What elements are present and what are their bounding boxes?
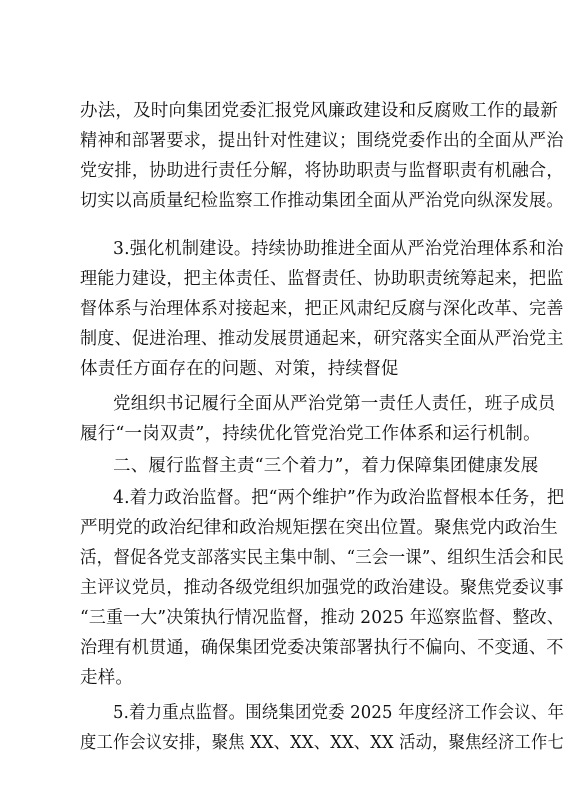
text-line: 切实以高质量纪检监察工作推动集团全面从严治党向纵深发展。 (80, 191, 564, 211)
text-line: 严明党的政治纪律和政治规矩摆在突出位置。聚焦党内政治生 (80, 518, 558, 538)
text-line: 3.强化机制建设。持续协助推进全面从严治党治理体系和治 (113, 239, 564, 259)
text-line: 主评议党员，推动各级党组织加强党的政治建设。聚焦党委议事 (80, 578, 564, 598)
text-line: 党安排，协助进行责任分解，将协助职责与监督职责有机融合， (80, 161, 564, 181)
text-line: 度工作会议安排，聚焦 XX、XX、XX、XX 活动，聚焦经济工作七 (80, 733, 564, 753)
text-line: 制度、促进治理、推动发展贯通起来，研究落实全面从严治党主 (80, 329, 564, 349)
text-line: 理能力建设，把主体责任、监督责任、协助职责统筹起来，把监 (80, 269, 564, 289)
text-line: 体责任方面存在的问题、对策，持续督促 (80, 359, 399, 379)
text-line: 党组织书记履行全面从严治党第一责任人责任，班子成员 (113, 394, 556, 414)
text-line: 4.着力政治监督。把“两个维护”作为政治监督根本任务，把 (113, 488, 565, 508)
text-line: 走样。 (80, 668, 134, 688)
text-line: 精神和部署要求，提出针对性建议；围绕党委作出的全面从严治 (80, 131, 564, 151)
text-line: 督体系与治理体系对接起来，把正风肃纪反腐与深化改革、完善 (80, 299, 564, 319)
text-line: 履行“一岗双责”，持续优化管党治党工作体系和运行机制。 (80, 424, 541, 444)
text-line: “三重一大”决策执行情况监督，推动 2025 年巡察监督、整改、 (80, 608, 564, 628)
text-line: 活，督促各党支部落实民主集中制、“三会一课”、组织生活会和民 (80, 548, 564, 568)
text-line: 5.着力重点监督。围绕集团党委 2025 年度经济工作会议、年 (113, 703, 565, 723)
text-line: 治理有机贯通，确保集团党委决策部署执行不偏向、不变通、不 (80, 638, 564, 658)
text-line: 办法，及时向集团党委汇报党风廉政建设和反腐败工作的最新 (80, 101, 558, 121)
section-heading: 二、履行监督主责“三个着力”，着力保障集团健康发展 (113, 456, 539, 476)
